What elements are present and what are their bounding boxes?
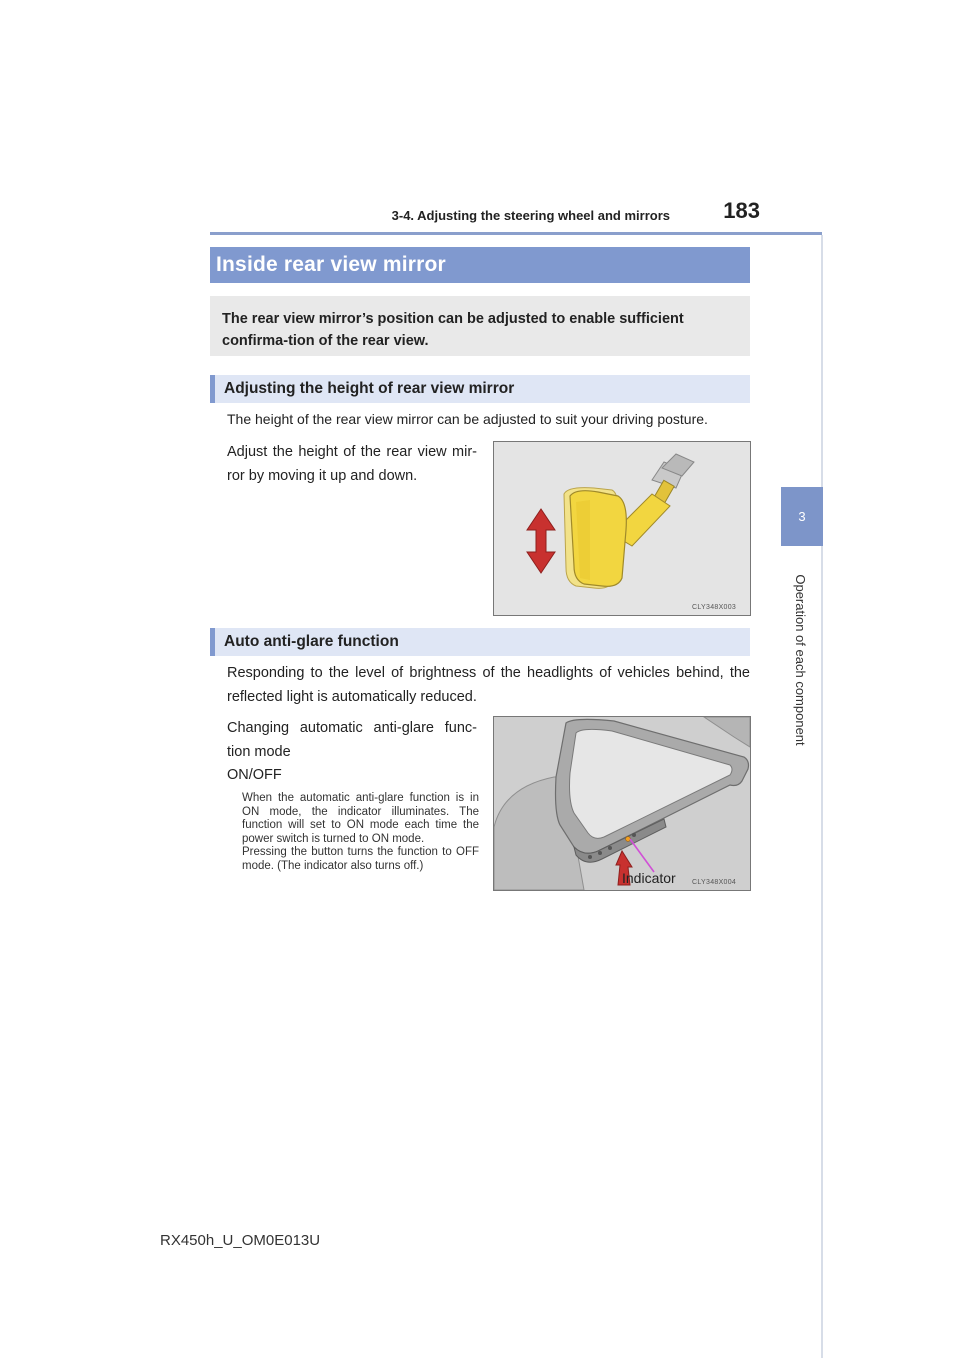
chapter-tab: 3 [781,487,823,546]
side-rule [821,235,823,1358]
header-rule [210,232,822,235]
antiglare-illustration [493,716,751,891]
intro-text: The rear view mirror’s position can be adjusted to enable sufficient confirma-tion of the rear view. [222,311,684,349]
section-heading-antiglare: Auto anti-glare function [224,633,399,650]
section2-instruction: Changing automatic anti-glare func-tion mode [227,720,477,760]
section1-body: The height of the rear view mirror can be adjusted to suit your driving posture. [227,411,708,427]
image-code-2: CLY348X004 [692,879,737,886]
page-number: 183 [723,198,760,223]
section1-instruction: Adjust the height of the rear view mir-ror by moving it up and down. [227,444,477,484]
antiglare-svg [494,717,750,890]
section-heading-height: Adjusting the height of rear view mirror [224,380,515,397]
chapter-label: Operation of each component [793,574,808,746]
section2-body: Responding to the level of brightness of the headlights of vehicles behind, the reflected light is automatically reduced. [227,665,750,705]
mode-label: ON/OFF [227,767,282,783]
image-code-1: CLY348X003 [692,604,737,611]
mode-note: When the automatic anti-glare function is in ON mode, the indicator illuminates. The function will set to ON mode each time the power switch is turned to ON mode. Pressing the button turns the function to OFF mode. (The indicator also turns off.) [242,792,479,872]
running-header: 3-4. Adjusting the steering wheel and mirrors [391,208,670,223]
mirror-height-illustration [493,441,751,616]
indicator-label: Indicator [622,870,676,886]
page-title: Inside rear view mirror [216,253,446,276]
mirror-height-svg [494,442,750,615]
indicator-light-icon [626,837,631,842]
document-code: RX450h_U_OM0E013U [160,1232,321,1249]
